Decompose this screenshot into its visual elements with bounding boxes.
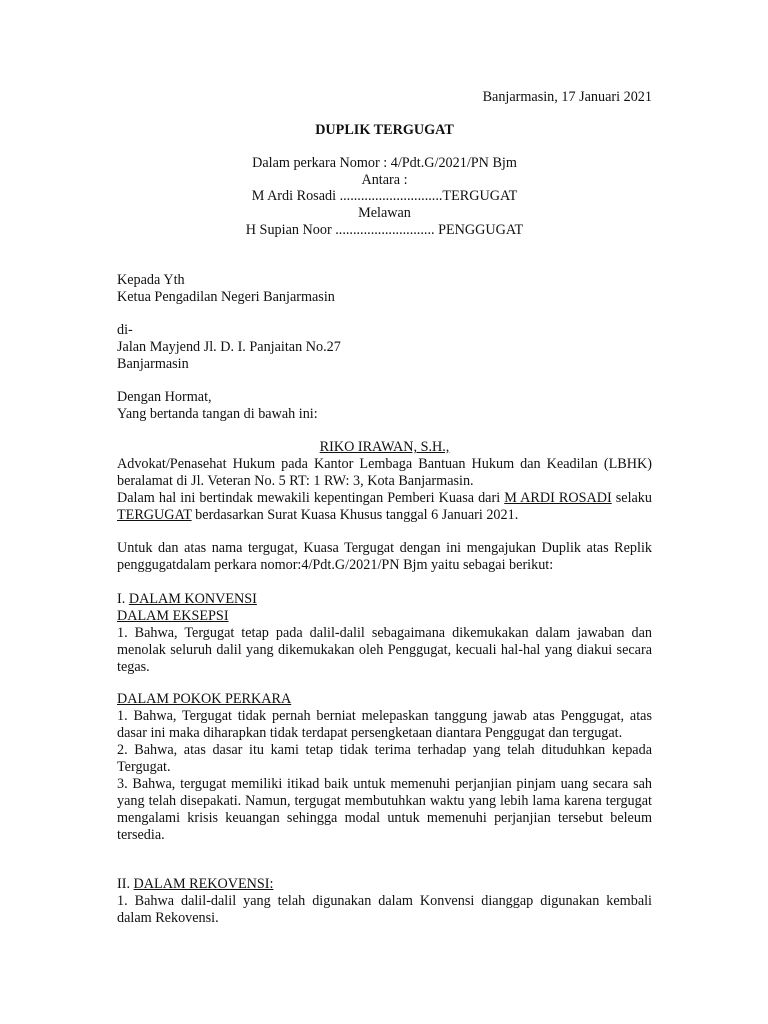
lawyer-desc-text: Advokat/Penasehat Hukum pada Kantor Lembaga Bantuan Hukum dan Keadilan (LBHK) beralamat di Jl. Veteran No. 5 RT: 1 RW: 3, Kota Banjarmasin. <box>117 456 652 489</box>
recipient-city: Banjarmasin <box>117 356 189 372</box>
section2-heading <box>117 876 273 893</box>
case-number-line: Dalam perkara Nomor : 4/Pdt.G/2021/PN Bjm <box>252 155 517 171</box>
pokok-perkara-heading: DALAM POKOK PERKARA <box>117 691 292 707</box>
recipient-name: Ketua Pengadilan Negeri Banjarmasin <box>117 289 335 305</box>
document-title: DUPLIK TERGUGAT <box>315 122 454 138</box>
kepada-label: Kepada Yth <box>117 272 185 288</box>
rekovensi-point-1: 1. Bahwa dalil-dalil yang telah digunakan dalam Konvensi dianggap digunakan kembali dalam Rekovensi. <box>117 893 652 926</box>
pokok-point-2: 2. Bahwa, atas dasar itu kami tetap tidak terima terhadap yang telah dituduhkan kepada Tergugat. <box>117 742 652 775</box>
eksepsi-heading: DALAM EKSEPSI <box>117 608 229 624</box>
plaintiff-line: H Supian Noor ............................ PENGGUGAT <box>245 222 524 238</box>
greeting: Dengan Hormat, <box>117 389 212 405</box>
lawyer-name: RIKO IRAWAN, S.H., <box>319 439 450 455</box>
section2-number: II. <box>117 876 134 892</box>
section1-heading <box>117 591 257 608</box>
defendant-line: M Ardi Rosadi .............................TERGUGAT <box>251 188 518 204</box>
melawan-label: Melawan <box>358 205 411 221</box>
place-date: Banjarmasin, 17 Januari 2021 <box>482 89 652 105</box>
eksepsi-point-1: 1. Bahwa, Tergugat tetap pada dalil-dalil sebagaimana dikemukakan dalam jawaban dan menolak seluruh dalil yang dikemukakan oleh Penggugat, kecuali hal-hal yang diakui secara tegas. <box>117 625 652 675</box>
lawyer-description <box>117 456 652 524</box>
signed-below: Yang bertanda tangan di bawah ini: <box>117 406 318 422</box>
representation-text <box>117 490 652 524</box>
represent-text-b: selaku <box>611 490 652 506</box>
section1-title: DALAM KONVENSI <box>128 591 257 607</box>
section1-number: I. <box>117 591 129 607</box>
pokok-point-1: 1. Bahwa, Tergugat tidak pernah berniat melepaskan tanggung jawab atas Penggugat, atas dasar ini maka diharapkan tidak terdapat persengketaan diantara Penggugat dan tergugat. <box>117 708 652 741</box>
antara-label: Antara : <box>361 172 408 188</box>
section2-title: DALAM REKOVENSI: <box>133 876 274 892</box>
pokok-perkara-points <box>117 708 652 844</box>
client-role: TERGUGAT <box>117 507 192 523</box>
recipient-street: Jalan Mayjend Jl. D. I. Panjaitan No.27 <box>117 339 341 355</box>
represent-text-a: Dalam hal ini bertindak mewakili kepentingan Pemberi Kuasa dari <box>117 490 505 506</box>
di-label: di- <box>117 322 133 338</box>
intro-paragraph: Untuk dan atas nama tergugat, Kuasa Tergugat dengan ini mengajukan Duplik atas Replik penggugatdalam perkara nomor:4/Pdt.G/2021/PN Bjm yaitu sebagai berikut: <box>117 540 652 573</box>
client-name: M ARDI ROSADI <box>504 490 612 506</box>
represent-text-c: berdasarkan Surat Kuasa Khusus tanggal 6 Januari 2021. <box>191 507 519 523</box>
pokok-point-3: 3. Bahwa, tergugat memiliki itikad baik untuk memenuhi perjanjian pinjam uang secara sah yang telah disepakati. Namun, tergugat membutuhkan waktu yang lebih lama karena tergugat mengalami krisis keuangan sehingga modal untuk memenuhi perjanjian tersebut beleum tersedia. <box>117 776 652 843</box>
